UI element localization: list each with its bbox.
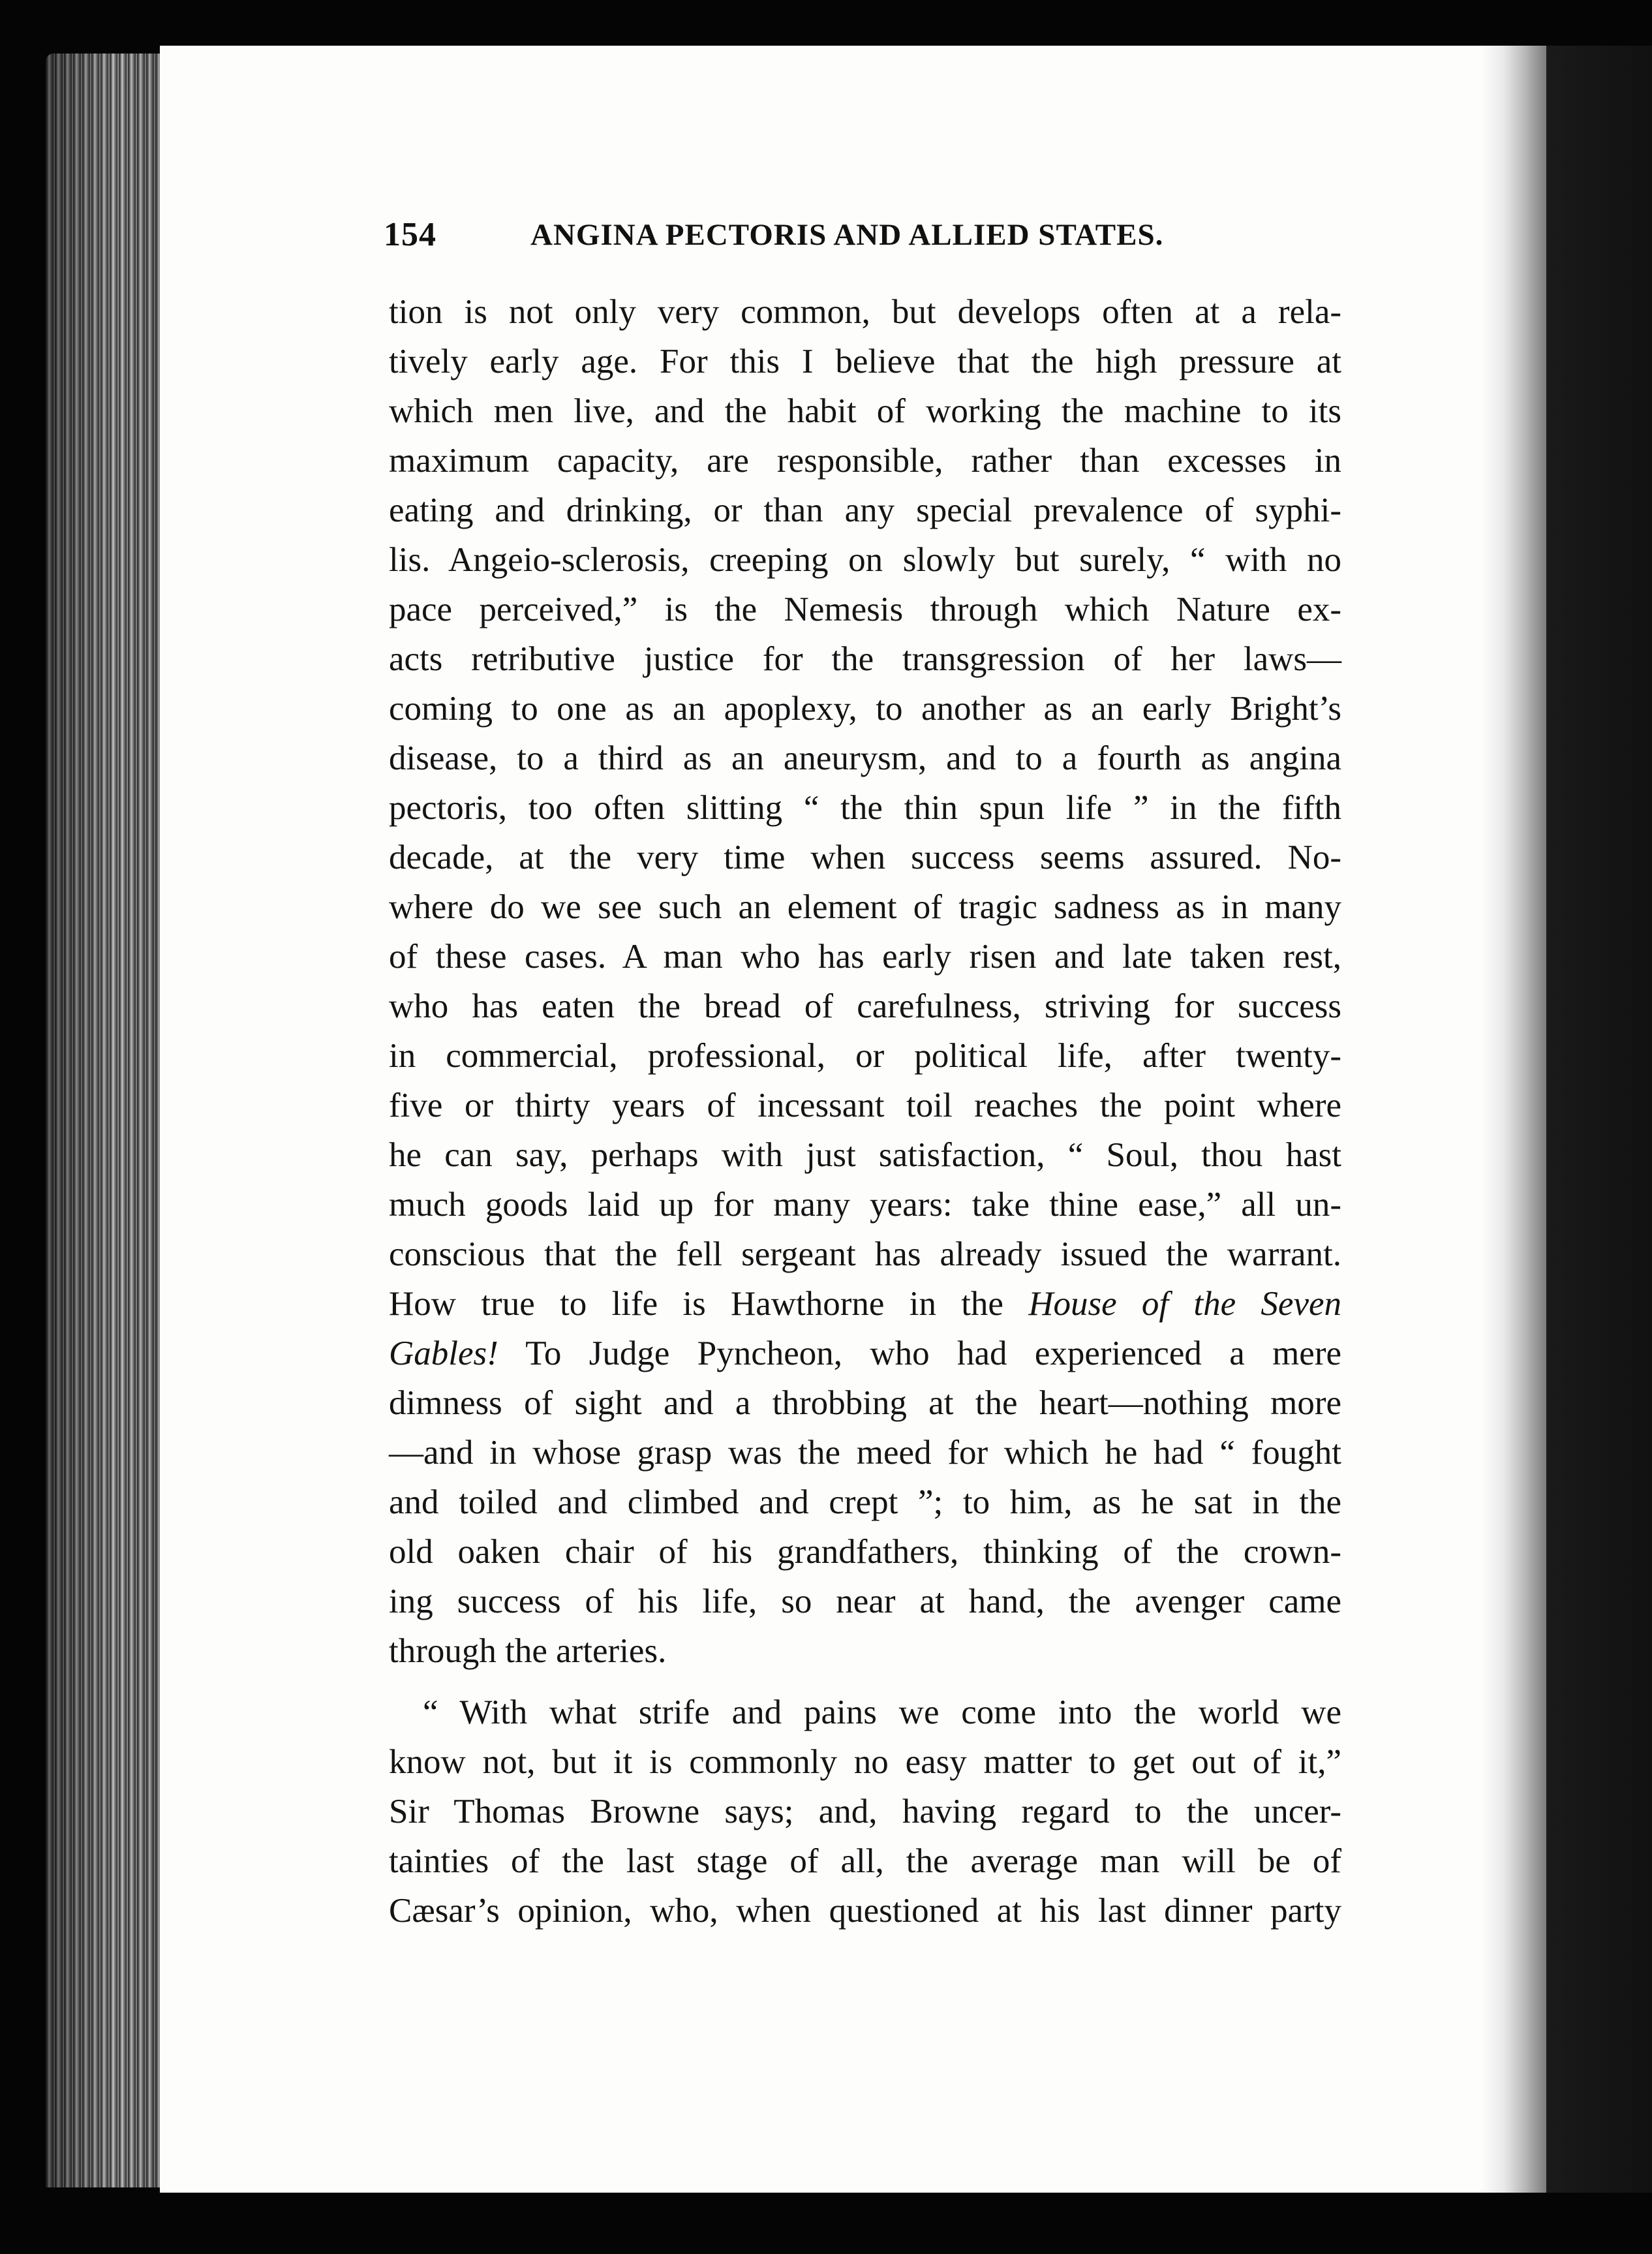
text-line: much goods laid up for many years: take thine ease,” all un- [389, 1186, 1341, 1224]
text-line: coming to one as an apoplexy, to another as an early Bright’s [389, 690, 1341, 728]
text-fragment: How true to life is Hawthorne in the [389, 1285, 1029, 1323]
page-number: 154 [384, 216, 436, 253]
page-gutter-shadow [1481, 46, 1546, 2193]
paragraph-gap [389, 1676, 1341, 1688]
text-line: know not, but it is commonly no easy matter to get out of it,” [389, 1743, 1341, 1781]
text-line: decade, at the very time when success seems assured. No- [389, 839, 1341, 876]
text-line: tion is not only very common, but develops often at a rela- [389, 293, 1341, 331]
page-header [384, 215, 1193, 261]
text-line-with-title [389, 1279, 1341, 1329]
text-line: in commercial, professional, or political life, after twenty- [389, 1037, 1341, 1075]
text-line-with-title [389, 1329, 1341, 1378]
book-title-italic: House of the Seven [1028, 1285, 1341, 1323]
body-text [389, 287, 1341, 1936]
text-line: old oaken chair of his grandfathers, thinking of the crown- [389, 1533, 1341, 1571]
text-line: who has eaten the bread of carefulness, striving for success [389, 987, 1341, 1025]
book-title-italic: Gables! [389, 1335, 498, 1372]
text-line: pectoris, too often slitting “ the thin spun life ” in the fifth [389, 789, 1341, 827]
text-line: and toiled and climbed and crept ”; to him, as he sat in the [389, 1483, 1341, 1521]
text-line: pace perceived,” is the Nemesis through which Nature ex- [389, 591, 1341, 628]
text-line: “ With what strife and pains we come into the world we [423, 1693, 1341, 1731]
text-line: —and in whose grasp was the meed for which he had “ fought [389, 1434, 1341, 1472]
text-line: lis. Angeio-sclerosis, creeping on slowly but surely, “ with no [389, 541, 1341, 579]
text-line: acts retributive justice for the transgression of her laws— [389, 640, 1341, 678]
text-line: Cæsar’s opinion, who, when questioned at his last dinner party [389, 1892, 1341, 1930]
text-line: maximum capacity, are responsible, rather than excesses in [389, 442, 1341, 480]
running-head: ANGINA PECTORIS AND ALLIED STATES. [530, 218, 1164, 252]
text-line: five or thirty years of incessant toil reaches the point where [389, 1087, 1341, 1124]
text-line: ing success of his life, so near at hand, the avenger came [389, 1582, 1341, 1620]
text-line: he can say, perhaps with just satisfaction, “ Soul, thou hast [389, 1136, 1341, 1174]
text-line: eating and drinking, or than any special prevalence of syphi- [389, 491, 1341, 529]
facing-page-edge [1546, 46, 1652, 2193]
text-line: of these cases. A man who has early risen and late taken rest, [389, 938, 1341, 976]
text-line: dimness of sight and a throbbing at the heart—nothing more [389, 1384, 1341, 1422]
text-line: conscious that the fell sergeant has already issued the warrant. [389, 1235, 1341, 1273]
text-line: through the arteries. [389, 1632, 667, 1670]
book-edge-shadow [46, 54, 163, 2187]
text-line: disease, to a third as an aneurysm, and to a fourth as angina [389, 739, 1341, 777]
text-fragment: To Judge Pyncheon, who had experienced a mere [498, 1335, 1341, 1372]
text-line: tively early age. For this I believe that the high pressure at [389, 343, 1341, 380]
text-line: Sir Thomas Browne says; and, having regard to the uncer- [389, 1793, 1341, 1830]
text-line: which men live, and the habit of working the machine to its [389, 392, 1341, 430]
text-line: where do we see such an element of tragic sadness as in many [389, 888, 1341, 926]
text-line: tainties of the last stage of all, the average man will be of [389, 1842, 1341, 1880]
